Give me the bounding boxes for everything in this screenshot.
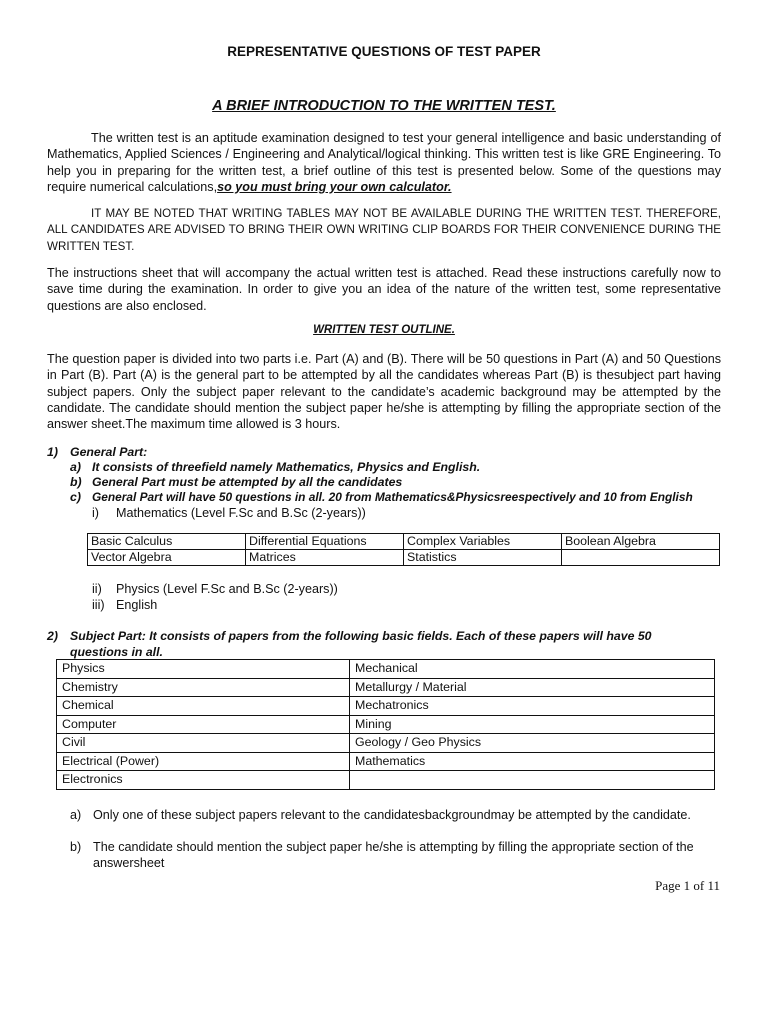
general-item-c: General Part will have 50 questions in all. 20 from Mathematics&Physicsreespectively and 10 from English (92, 490, 693, 504)
table-cell: Mechatronics (350, 697, 715, 716)
physics-sub-label: ii) (92, 582, 102, 596)
math-sub-heading: Mathematics (Level F.Sc and B.Sc (2-years)) (116, 506, 366, 520)
table-cell: Statistics (404, 550, 562, 566)
subject-note-a: Only one of these subject papers relevant to the candidatesbackgroundmay be attempted by the candidate. (93, 808, 691, 822)
general-item-b: General Part must be attempted by all the candidates (92, 475, 403, 489)
table-row (57, 697, 715, 716)
table-row (57, 771, 715, 790)
table-cell: Physics (57, 660, 350, 679)
outline-paragraph: The question paper is divided into two parts i.e. Part (A) and (B). There will be 50 questions in Part (A) and 50 Questions in Part (B). Part (A) is the general part to be attempted by all the candidates whereas Part (B) is thesubject part having subject papers. Only the subject paper relevant to the candidate’s academic background may be attempted by the candidate. The candidate should mention the subject paper he/she is attempting by filling the appropriate section of the answer sheet.The maximum time allowed is 3 hours. (47, 352, 721, 432)
subject-part-heading: Subject Part: It consists of papers from the following basic fields. Each of these papers will have 50 questions in all. (70, 629, 652, 659)
english-sub-heading: English (116, 598, 158, 612)
physics-sub-heading: Physics (Level F.Sc and B.Sc (2-years)) (116, 582, 338, 596)
english-sub-label: iii) (92, 598, 105, 612)
table-cell: Basic Calculus (88, 534, 246, 550)
table-cell: Chemical (57, 697, 350, 716)
table-cell: Metallurgy / Material (350, 678, 715, 697)
table-cell (350, 771, 715, 790)
table-cell: Differential Equations (246, 534, 404, 550)
general-part-heading: General Part: (70, 445, 148, 459)
calculator-emphasis: so you must bring your own calculator. (217, 179, 452, 194)
subject-note-b-label: b) (70, 840, 82, 854)
table-row (57, 752, 715, 771)
table-cell: Matrices (246, 550, 404, 566)
general-part-number: 1) (47, 445, 58, 459)
general-item-b-label: b) (70, 475, 82, 489)
table-cell (562, 550, 720, 566)
table-cell: Mathematics (350, 752, 715, 771)
table-cell: Complex Variables (404, 534, 562, 550)
table-row (57, 734, 715, 753)
table-cell: Electrical (Power) (57, 752, 350, 771)
intro-paragraph-1-text: The written test is an aptitude examination designed to test your general intelligence and basic understanding of Mathematics, Applied Sciences / Engineering and Analytical/logical thinking. This written test is like GRE Engineering. To help you in preparing for the written test, a brief outline of this test is presented below. Some of the questions may require numerical calculations, (47, 131, 721, 194)
table-cell: Mining (350, 715, 715, 734)
table-cell: Chemistry (57, 678, 350, 697)
table-cell: Vector Algebra (88, 550, 246, 566)
outline-heading: WRITTEN TEST OUTLINE. (313, 324, 455, 336)
table-cell: Civil (57, 734, 350, 753)
table-cell: Computer (57, 715, 350, 734)
table-row (88, 550, 720, 566)
table-row (57, 678, 715, 697)
intro-paragraph-1 (47, 130, 721, 195)
table-row (57, 715, 715, 734)
page-number: Page 1 of 11 (655, 878, 720, 893)
subject-note-b: The candidate should mention the subject paper he/she is attempting by filling the appropriate section of the answersheet (93, 840, 694, 870)
section-subtitle: A BRIEF INTRODUCTION TO THE WRITTEN TEST. (212, 98, 556, 114)
table-cell: Geology / Geo Physics (350, 734, 715, 753)
subject-papers-table (56, 659, 715, 790)
intro-paragraph-2: IT MAY BE NOTED THAT WRITING TABLES MAY NOT BE AVAILABLE DURING THE WRITTEN TEST. THEREFORE, ALL CANDIDATES ARE ADVISED TO BRING THEIR OWN WRITING CLIP BOARDS FOR THEIR CONVENIENCE DURING THE WRITTEN TEST. (47, 207, 721, 253)
subject-note-a-label: a) (70, 808, 82, 822)
table-cell: Electronics (57, 771, 350, 790)
general-item-c-label: c) (70, 490, 81, 504)
table-row (57, 660, 715, 679)
math-sub-label: i) (92, 506, 99, 520)
general-item-a-label: a) (70, 460, 81, 474)
page-title: REPRESENTATIVE QUESTIONS OF TEST PAPER (227, 44, 541, 59)
table-cell: Boolean Algebra (562, 534, 720, 550)
subject-part-number: 2) (47, 629, 58, 643)
table-cell: Mechanical (350, 660, 715, 679)
math-topics-table (87, 533, 720, 566)
general-item-a: It consists of threefield namely Mathematics, Physics and English. (92, 460, 481, 474)
table-row (88, 534, 720, 550)
intro-paragraph-3: The instructions sheet that will accompany the actual written test is attached. Read these instructions carefully now to save time during the examination. In order to give you an idea of the nature of the written test, some representative questions are also enclosed. (47, 266, 721, 313)
